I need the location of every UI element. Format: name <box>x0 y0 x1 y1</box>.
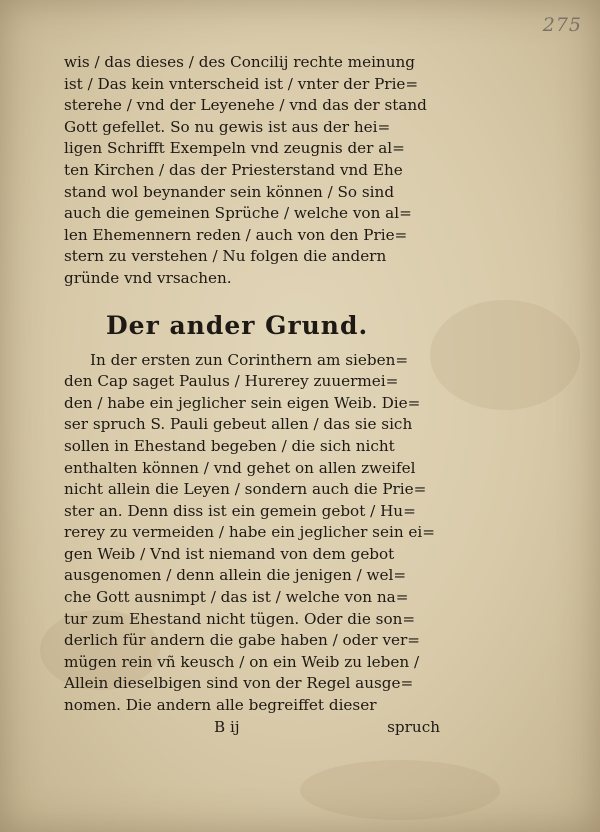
text-line: nicht allein die Leyen / sondern auch die Prie= <box>64 480 427 499</box>
paragraph-1 <box>64 52 444 290</box>
text-line: ster an. Denn diss ist ein gemein gebot / Hu= <box>64 501 416 520</box>
text-line: stand wol beynander sein können / So sind <box>64 182 395 201</box>
signature-mark: B ij <box>214 717 240 736</box>
page-text <box>64 52 444 738</box>
text-line: Allein dieselbigen sind von der Regel ausge= <box>64 674 414 693</box>
text-line: rerey zu vermeiden / habe ein jeglicher sein ei= <box>64 523 435 542</box>
paper-stain <box>430 300 580 410</box>
text-line: ten Kirchen / das der Priesterstand vnd Ehe <box>64 160 403 179</box>
text-line: sterehe / vnd der Leyenehe / vnd das der stand <box>64 96 427 115</box>
catchword: spruch <box>387 717 440 736</box>
text-line: tur zum Ehestand nicht tügen. Oder die son= <box>64 609 416 628</box>
text-line: gen Weib / Vnd ist niemand von dem gebot <box>64 544 395 563</box>
text-line: wis / das dieses / des Concilij rechte meinung <box>64 53 415 71</box>
text-line: gründe vnd vrsachen. <box>64 268 232 287</box>
text-line: sollen in Ehestand begeben / die sich nicht <box>64 436 395 455</box>
paper-stain <box>300 760 500 820</box>
page-footer <box>64 717 444 739</box>
paragraph-2 <box>64 350 444 717</box>
folio-number: 275 <box>542 14 582 36</box>
text-line: enthalten können / vnd gehet on allen zweifel <box>64 458 416 477</box>
text-line: ist / Das kein vnterscheid ist / vnter der Prie= <box>64 74 419 93</box>
text-line: den Cap saget Paulus / Hurerey zuuermei= <box>64 372 399 391</box>
text-line: nomen. Die andern alle begreiffet dieser <box>64 696 377 715</box>
text-line: Gott gefellet. So nu gewis ist aus der hei= <box>64 117 391 136</box>
text-line: mügen rein vñ keusch / on ein Weib zu leben / <box>64 652 420 671</box>
text-line: stern zu verstehen / Nu folgen die andern <box>64 247 387 266</box>
text-line: ligen Schrifft Exempeln vnd zeugnis der al= <box>64 139 405 158</box>
text-line: che Gott ausnimpt / das ist / welche von na= <box>64 588 409 607</box>
section-heading: Der ander Grund. <box>106 310 369 340</box>
text-line: den / habe ein jeglicher sein eigen Weib. Die= <box>64 393 421 412</box>
text-line: auch die gemeinen Sprüche / welche von al= <box>64 204 412 223</box>
text-line: len Ehemennern reden / auch von den Prie= <box>64 225 408 244</box>
text-line: In der ersten zun Corinthern am sieben= <box>90 350 409 369</box>
text-line: ser spruch S. Pauli gebeut allen / das sie sich <box>64 415 413 434</box>
text-line: derlich für andern die gabe haben / oder ver= <box>64 631 421 650</box>
text-line: ausgenomen / denn allein die jenigen / wel= <box>64 566 407 585</box>
